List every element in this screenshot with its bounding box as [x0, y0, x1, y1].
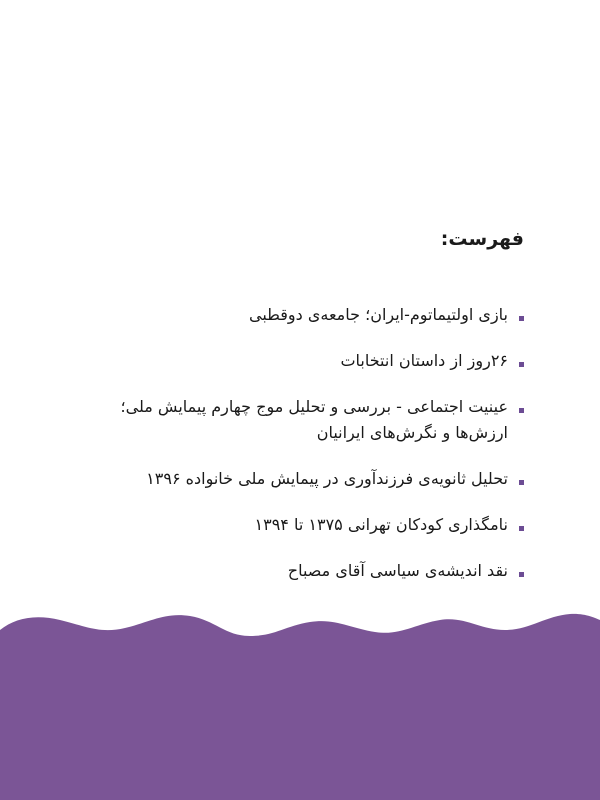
bullet-icon	[519, 408, 524, 413]
toc-item-label: تحلیل ثانویه‌ی فرزندآوری در پیمایش ملی خانواده ۱۳۹۶	[146, 469, 508, 488]
wave-shape	[0, 614, 600, 800]
wave-decoration	[0, 600, 600, 800]
toc-item[interactable]	[54, 394, 524, 446]
toc-item[interactable]	[54, 302, 524, 328]
toc-item-label: عینیت اجتماعی - بررسی و تحلیل موج چهارم پیمایش ملی؛ ارزش‌ها و نگرش‌های ایرانیان	[120, 397, 508, 442]
bullet-icon	[519, 362, 524, 367]
bullet-icon	[519, 480, 524, 485]
toc-item-label: بازی اولتیماتوم-ایران؛ جامعه‌ی دوقطبی	[248, 305, 508, 324]
bullet-icon	[519, 316, 524, 321]
toc-item[interactable]	[54, 558, 524, 584]
bullet-icon	[519, 572, 524, 577]
toc-item-label: نامگذاری کودکان تهرانی ۱۳۷۵ تا ۱۳۹۴	[254, 515, 508, 534]
toc-item[interactable]	[54, 348, 524, 374]
toc-item-label: ۲۶روز از داستان انتخابات	[340, 351, 508, 370]
toc-list	[54, 302, 524, 584]
toc-item-label: نقد اندیشه‌ی سیاسی آقای مصباح	[287, 561, 508, 580]
toc-item[interactable]	[54, 512, 524, 538]
bullet-icon	[519, 526, 524, 531]
toc-item[interactable]	[54, 466, 524, 492]
toc-title: فهرست:	[440, 228, 524, 250]
